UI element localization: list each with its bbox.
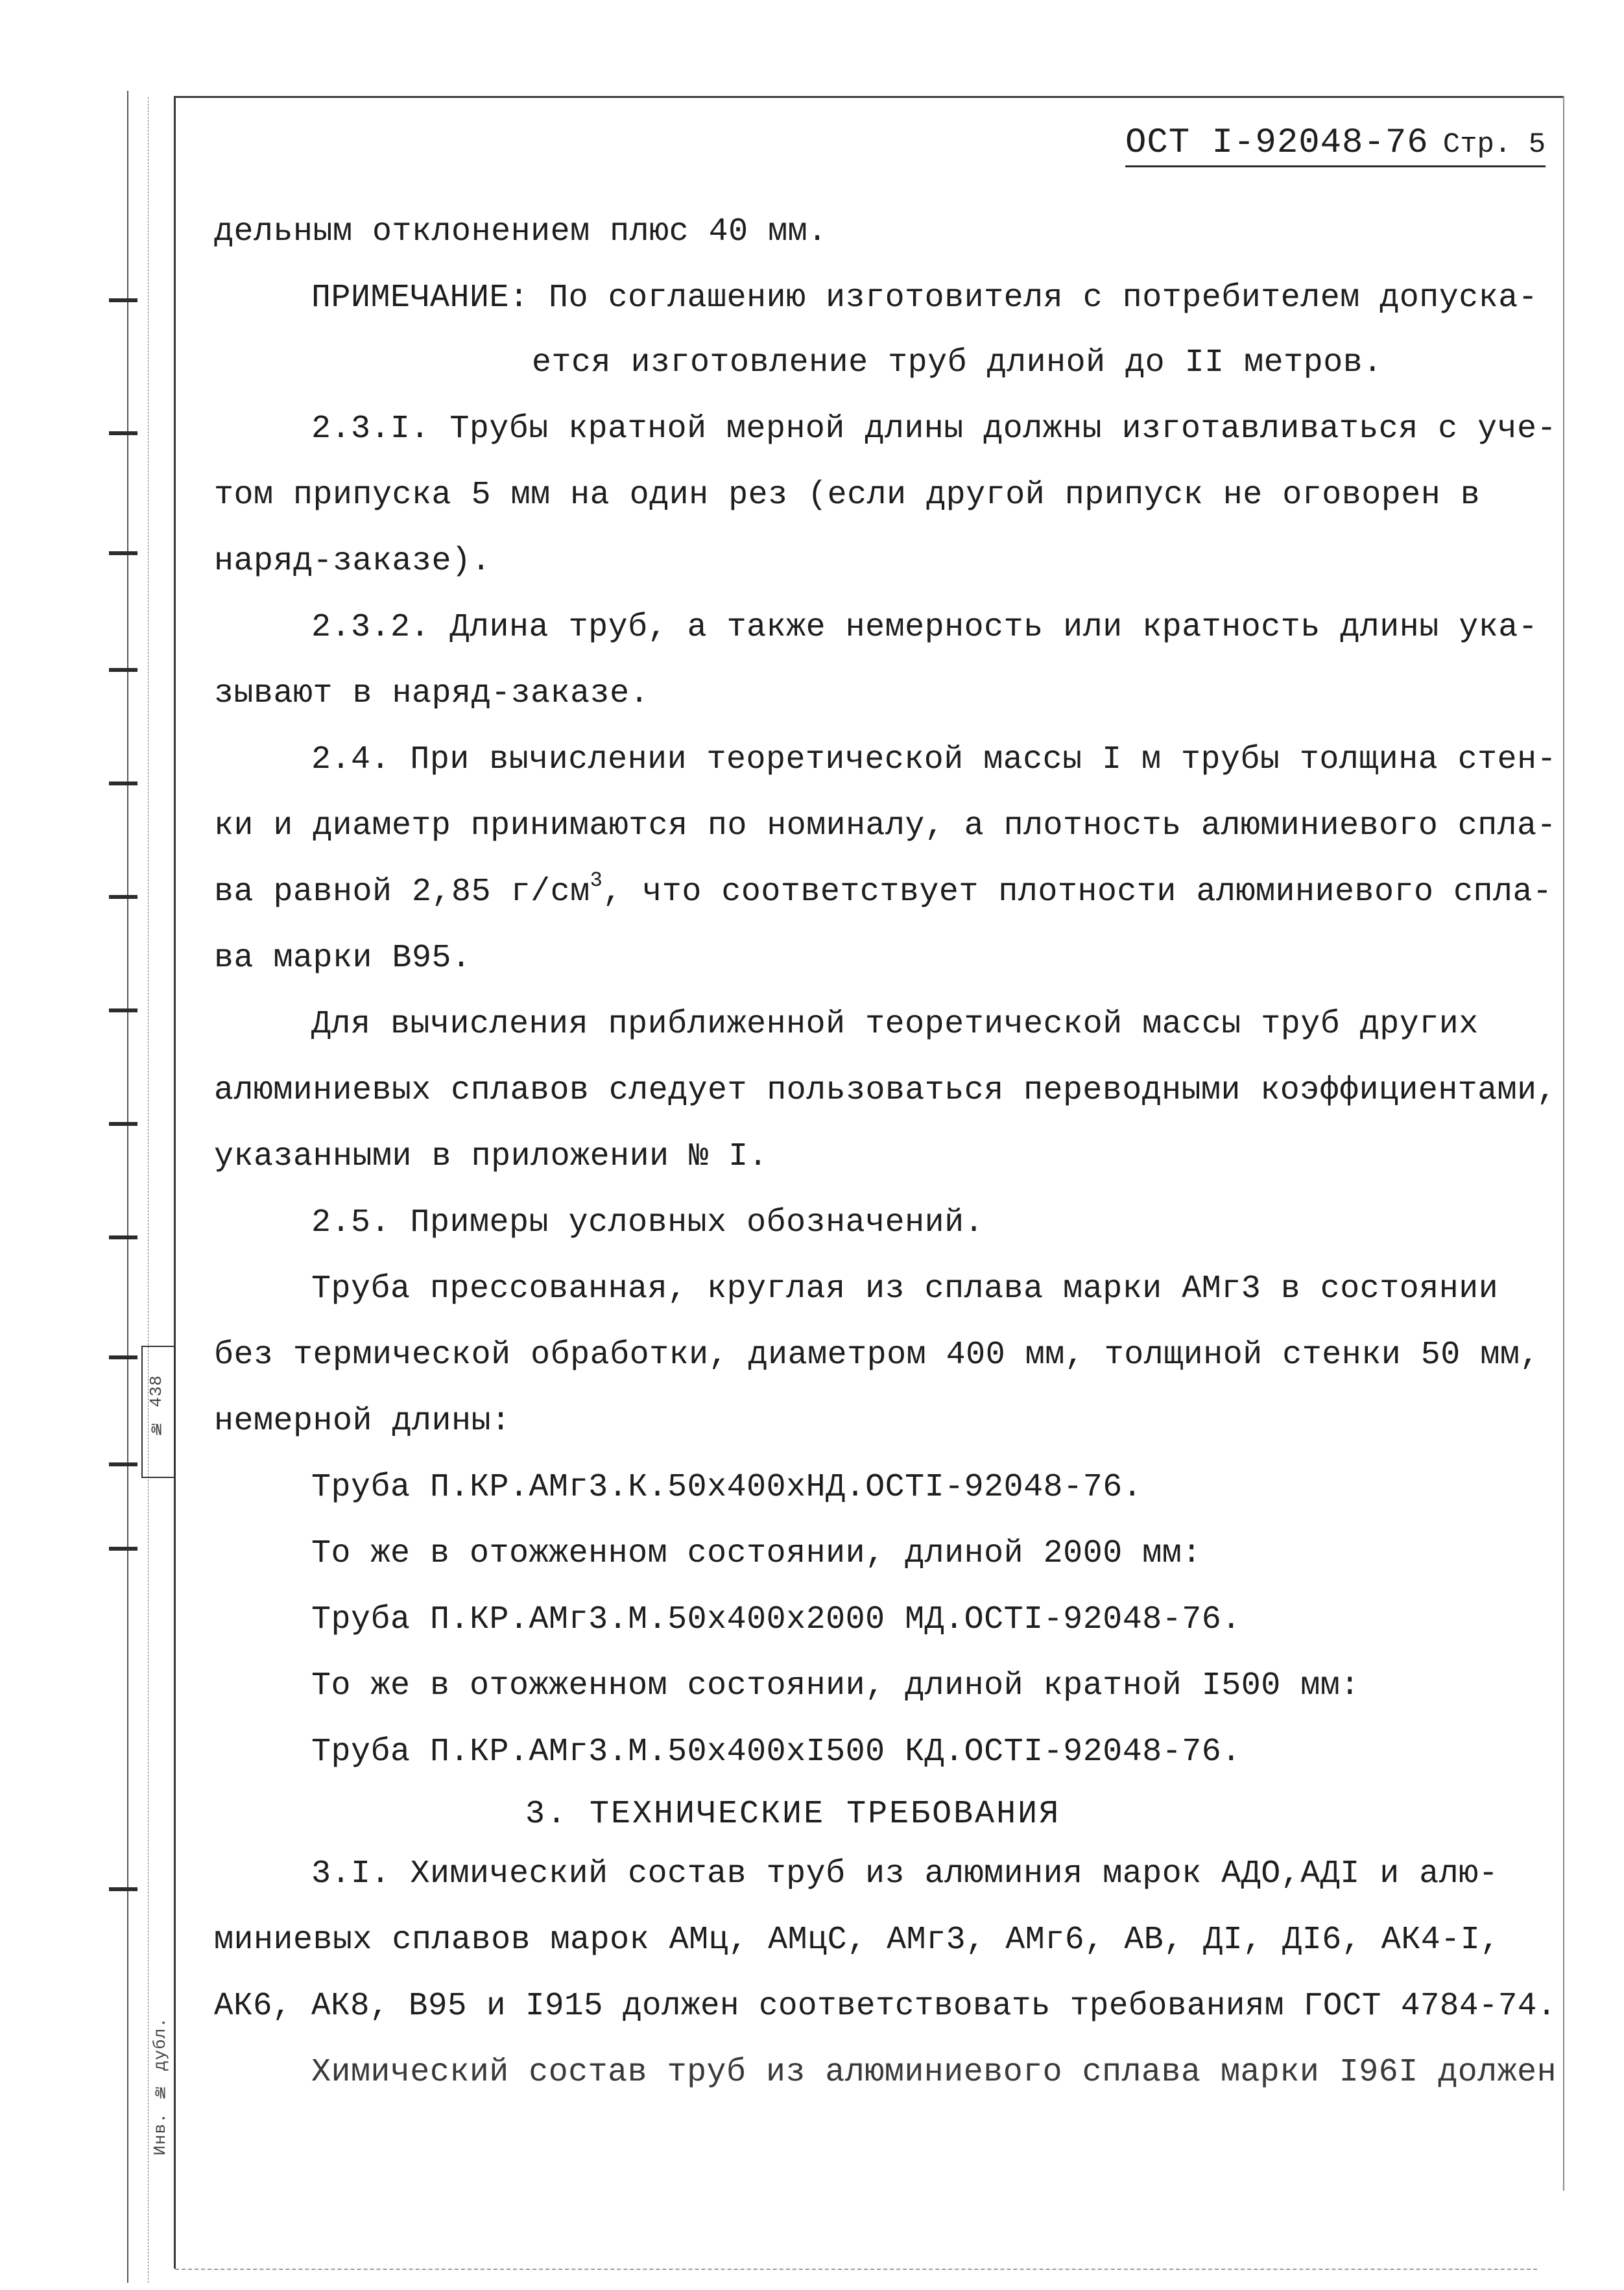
- frame-right-border: [1563, 96, 1564, 2191]
- margin-tick: [109, 668, 137, 672]
- density-text: ва равной 2,85 г/см: [214, 874, 590, 911]
- margin-stamp-lower: Инв. № дубл.: [150, 2017, 170, 2156]
- paragraph-line: 2.4. При вычислении теоретической массы I м трубы толщина стен-: [311, 741, 1557, 778]
- paragraph-line: Труба прессованная, круглая из сплава марки АМг3 в состоянии: [311, 1270, 1499, 1307]
- margin-tick: [109, 1122, 137, 1126]
- designation-example: Труба П.КР.АМг3.М.50х400хI500 КД.ОСТI-92048-76.: [311, 1734, 1241, 1771]
- text-line: дельным отклонением плюс 40 мм.: [214, 213, 828, 250]
- margin-tick: [109, 895, 137, 899]
- margin-tick: [109, 1547, 137, 1551]
- paragraph-line: ва марки В95.: [214, 940, 472, 977]
- paragraph-line: 3.I. Химический состав труб из алюминия марок АДО,АДI и алю-: [311, 1855, 1499, 1892]
- paragraph-line: немерной длины:: [214, 1403, 511, 1440]
- margin-tick: [109, 1355, 137, 1359]
- paragraph-line: зывают в наряд-заказе.: [214, 675, 650, 712]
- cubic-superscript: 3: [590, 868, 603, 892]
- paragraph-line: том припуска 5 мм на один рез (если другой припуск не оговорен в: [214, 477, 1481, 514]
- paragraph-line: алюминиевых сплавов следует пользоваться переводными коэффициентами,: [214, 1072, 1557, 1109]
- margin-tick: [109, 1235, 137, 1239]
- paragraph-line: Химический состав труб из алюминиевого сплава марки I96I должен: [311, 2054, 1557, 2091]
- paragraph-line: То же в отожженном состоянии, длиной 2000 мм:: [311, 1535, 1202, 1572]
- frame-left-border: [174, 96, 176, 2269]
- margin-tick: [109, 1008, 137, 1012]
- frame-top-border: [175, 96, 1563, 98]
- paragraph-line: АК6, АК8, В95 и I915 должен соответствовать требованиям ГОСТ 4784-74.: [214, 1988, 1557, 2025]
- section-heading: 3. ТЕХНИЧЕСКИЕ ТРЕБОВАНИЯ: [525, 1796, 1061, 1833]
- margin-tick: [109, 1462, 137, 1466]
- margin-line-outer: [127, 91, 128, 2283]
- paragraph-line: 2.3.I. Трубы кратной мерной длины должны изготавливаться с уче-: [311, 411, 1557, 447]
- margin-tick: [109, 1887, 137, 1891]
- page-number: Стр. 5: [1442, 128, 1546, 161]
- margin-stamp-upper: № 438: [147, 1375, 166, 1438]
- paragraph-line: миниевых сплавов марок АМц, АМцС, АМг3, АМг6, АВ, ДI, ДI6, АК4-I,: [214, 1922, 1500, 1959]
- margin-line-inner: [148, 97, 149, 2283]
- frame-bottom-border: [175, 2269, 1537, 2270]
- density-text-rest: , что соответствует плотности алюминиевого спла-: [603, 874, 1553, 911]
- paragraph-line: наряд-заказе).: [214, 543, 492, 580]
- margin-tick: [109, 781, 137, 785]
- paragraph-line: ки и диаметр принимаются по номиналу, а плотность алюминиевого спла-: [214, 807, 1557, 844]
- paragraph-line: Для вычисления приближенной теоретической массы труб других: [311, 1006, 1479, 1043]
- paragraph-line: без термической обработки, диаметром 400 мм, толщиной стенки 50 мм,: [214, 1337, 1540, 1374]
- paragraph-line: [214, 868, 1553, 912]
- paragraph-line: 2.5. Примеры условных обозначений.: [311, 1204, 985, 1241]
- margin-tick: [109, 551, 137, 555]
- paragraph-line: 2.3.2. Длина труб, а также немерность или кратность длины ука-: [311, 609, 1538, 646]
- note-line: ПРИМЕЧАНИЕ: По соглашению изготовителя с потребителем допуска-: [311, 280, 1538, 316]
- note-line: ется изготовление труб длиной до II метров.: [532, 344, 1383, 381]
- margin-tick: [109, 431, 137, 435]
- document-header: [1125, 123, 1546, 167]
- designation-example: Труба П.КР.АМг3.К.50х400хНД.ОСТI-92048-76.: [311, 1469, 1143, 1506]
- designation-example: Труба П.КР.АМг3.М.50х400х2000 МД.ОСТI-92048-76.: [311, 1601, 1241, 1638]
- paragraph-line: То же в отожженном состоянии, длиной кратной I500 мм:: [311, 1667, 1360, 1704]
- margin-tick: [109, 298, 137, 302]
- standard-code: ОСТ I-92048-76: [1125, 123, 1429, 163]
- paragraph-line: указанными в приложении № I.: [214, 1138, 769, 1175]
